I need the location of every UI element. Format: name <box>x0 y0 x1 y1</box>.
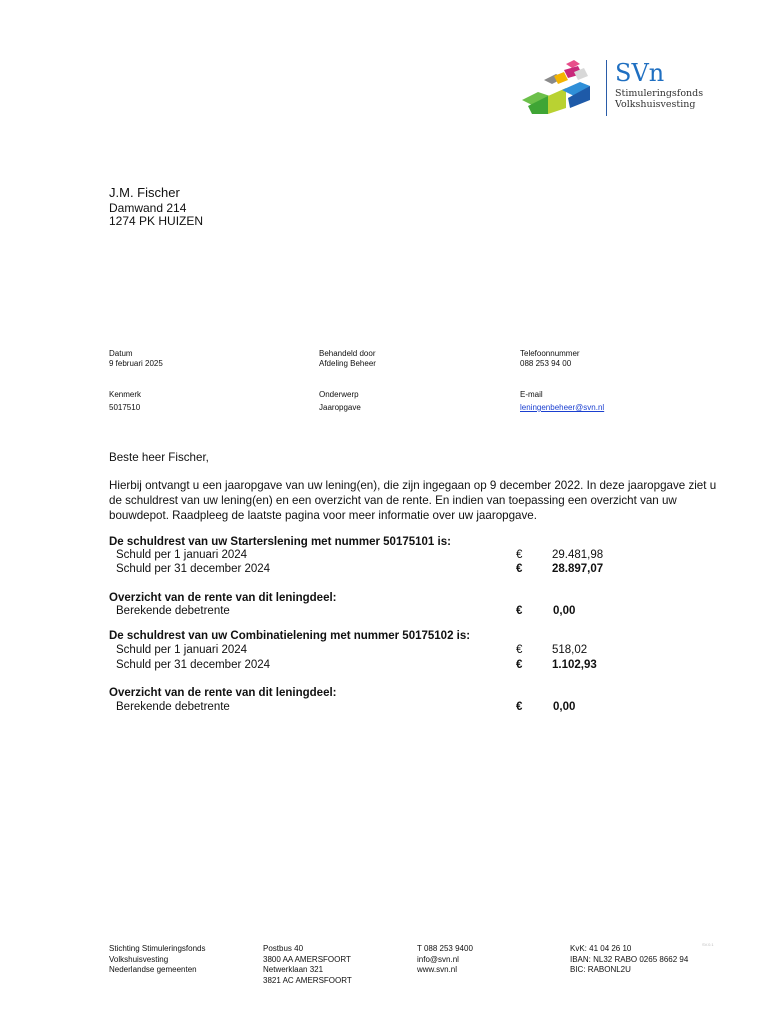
footer-line: www.svn.nl <box>417 965 458 974</box>
row-label: Schuld per 1 januari 2024 <box>116 644 248 656</box>
meta-onderwerp <box>319 390 361 413</box>
row-amount: 518,02 <box>552 644 588 656</box>
intro-paragraph: Hierbij ontvangt u een jaaropgave van uw lening(en), die zijn ingegaan op 9 december 2022. In deze jaaropgave ziet u de schuldrest van uw lening(en) en een overzicht van de rente. En indien van toepassing een overzicht van uw bouwdepot. Raadpleeg de laatste pagina voor meer informatie over uw jaaropgave. <box>109 479 717 522</box>
telefoon-value: 088 253 94 00 <box>520 359 572 368</box>
footer-line: Nederlandse gemeenten <box>109 965 197 974</box>
row-label: Schuld per 31 december 2024 <box>116 659 271 671</box>
row-amount: 28.897,07 <box>552 563 604 575</box>
footer-bank <box>570 944 688 976</box>
table-row <box>116 604 616 618</box>
row-currency: € <box>516 549 523 561</box>
footer-line: info@svn.nl <box>417 954 459 964</box>
recipient-street: Damwand 214 <box>109 201 187 215</box>
row-currency: € <box>516 659 523 671</box>
behandeld-value: Afdeling Beheer <box>319 359 376 368</box>
logo-divider <box>606 60 607 116</box>
recipient-city: 1274 PK HUIZEN <box>109 214 204 228</box>
combi-rente-heading: Overzicht van de rente van dit leningdeel: <box>109 687 337 699</box>
starters-heading: De schuldrest van uw Starterslening met nummer 50175101 is: <box>109 536 451 548</box>
footer-contact <box>417 944 473 976</box>
footer-organisation <box>109 944 206 976</box>
row-amount: 1.102,93 <box>552 659 597 671</box>
row-label: Schuld per 31 december 2024 <box>116 563 271 575</box>
meta-email <box>520 390 604 413</box>
footer-code: SV.0.1 <box>702 942 714 947</box>
email-label: E-mail <box>520 390 543 399</box>
logo-line2: Volkshuisvesting <box>615 99 696 110</box>
recipient-name: J.M. Fischer <box>109 185 180 200</box>
combi-heading: De schuldrest van uw Combinatielening met nummer 50175102 is: <box>109 630 471 642</box>
footer-line: T 088 253 9400 <box>417 944 473 953</box>
logo-brand: SVn <box>615 59 665 87</box>
starters-rente-heading: Overzicht van de rente van dit leningdeel: <box>109 592 337 604</box>
footer-line: KvK: 41 04 26 10 <box>570 944 632 953</box>
table-row <box>116 562 616 576</box>
onderwerp-value: Jaaropgave <box>319 403 361 412</box>
datum-value: 9 februari 2025 <box>109 359 163 368</box>
svn-logo <box>518 56 718 120</box>
email-link[interactable]: leningenbeheer@svn.nl <box>520 403 605 412</box>
footer-line: BIC: RABONL2U <box>570 965 631 974</box>
svn-logo-icon <box>518 56 608 120</box>
row-label: Berekende debetrente <box>116 701 230 713</box>
kenmerk-value: 5017510 <box>109 403 141 412</box>
telefoon-label: Telefoonnummer <box>520 349 580 358</box>
meta-kenmerk <box>109 390 141 413</box>
row-currency: € <box>516 701 523 713</box>
logo-line1: Stimuleringsfonds <box>615 88 704 99</box>
datum-label: Datum <box>109 349 133 358</box>
row-amount: 0,00 <box>553 605 576 617</box>
meta-behandeld <box>319 349 376 369</box>
table-row <box>116 548 616 562</box>
onderwerp-label: Onderwerp <box>319 390 359 399</box>
table-row <box>116 700 616 714</box>
table-row <box>116 658 616 672</box>
footer-line: IBAN: NL32 RABO 0265 8662 94 <box>570 954 689 964</box>
footer-line: Postbus 40 <box>263 944 304 953</box>
behandeld-label: Behandeld door <box>319 349 376 358</box>
row-label: Berekende debetrente <box>116 605 230 617</box>
footer-line: Netwerklaan 321 <box>263 965 324 974</box>
salutation: Beste heer Fischer, <box>109 451 209 464</box>
footer-line: 3800 AA AMERSFOORT <box>263 954 351 964</box>
meta-telefoon <box>520 349 580 369</box>
kenmerk-label: Kenmerk <box>109 390 142 399</box>
row-currency: € <box>516 563 523 575</box>
meta-datum <box>109 349 163 369</box>
table-row <box>116 643 616 657</box>
footer-line: Stichting Stimuleringsfonds <box>109 944 206 953</box>
row-currency: € <box>516 605 523 617</box>
footer-line: 3821 AC AMERSFOORT <box>263 975 352 985</box>
row-amount: 0,00 <box>553 701 576 713</box>
row-currency: € <box>516 644 523 656</box>
recipient-address <box>109 186 203 228</box>
row-label: Schuld per 1 januari 2024 <box>116 549 248 561</box>
footer-address <box>263 944 352 986</box>
footer-line: Volkshuisvesting <box>109 954 169 964</box>
row-amount: 29.481,98 <box>552 549 604 561</box>
